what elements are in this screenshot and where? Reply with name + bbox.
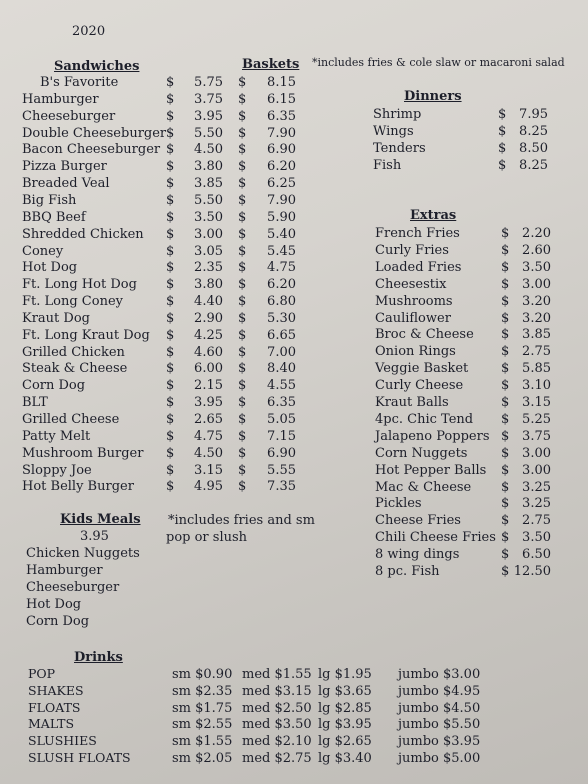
extra-name: Onion Rings [375,344,456,360]
sandwich-name: B's Favorite [40,75,119,90]
basket-price: 6.90 [267,445,296,461]
dinner-name: Shrimp [373,107,422,122]
extra-price: 3.85 [522,327,551,343]
basket-price: 4.55 [267,378,296,394]
currency-sign: $ [166,395,175,411]
kids-meal-item: Hamburger [26,563,103,578]
extra-name: Mac & Cheese [375,479,472,495]
drink-med-price: med $3.50 [242,717,312,733]
currency-sign: $ [166,327,175,343]
currency-sign: $ [501,462,510,478]
sandwich-price: 3.15 [194,462,223,478]
kids-meals-note-line2: pop or slush [166,530,248,545]
currency-sign: $ [501,411,510,427]
drink-lg-price: lg $3.65 [318,683,372,699]
basket-price: 6.15 [267,91,296,107]
sandwich-name: Hamburger [22,91,99,107]
extra-name: Veggie Basket [375,361,469,377]
basket-price: 7.15 [267,428,296,444]
sandwich-name: Steak & Cheese [22,361,128,377]
currency-sign: $ [501,259,510,275]
extra-name: Broc & Cheese [375,327,474,343]
basket-price: 5.05 [267,412,296,427]
baskets-heading: Baskets [242,57,300,72]
currency-sign: $ [166,277,175,293]
kids-meals-price: 3.95 [80,529,109,544]
currency-sign: $ [166,479,175,495]
sandwich-price: 3.85 [194,176,223,192]
extra-name: Curly Cheese [375,378,464,394]
extra-name: 8 wing dings [375,547,460,563]
drink-sm-price: sm $2.05 [172,751,233,766]
extra-name: Pickles [375,496,422,512]
currency-sign: $ [238,108,247,124]
dinner-price: 8.50 [519,141,548,156]
extra-price: 12.50 [513,564,551,579]
basket-price: 7.90 [267,192,296,208]
currency-sign: $ [238,75,247,90]
currency-sign: $ [166,310,175,326]
basket-price: 4.75 [267,260,296,276]
basket-price: 5.90 [267,209,296,225]
basket-price: 6.90 [267,142,296,158]
sandwich-name: Bacon Cheeseburger [22,142,161,158]
basket-price: 5.40 [267,226,296,242]
sandwich-name: Sloppy Joe [22,462,92,478]
currency-sign: $ [501,276,510,292]
drink-jumbo-price: jumbo $4.50 [398,700,481,716]
drink-sm-price: sm $2.55 [172,717,233,733]
sandwich-name: Coney [22,243,64,259]
sandwich-name: Cheeseburger [22,108,116,124]
currency-sign: $ [238,243,247,259]
extra-price: 2.75 [522,344,551,360]
currency-sign: $ [501,513,510,529]
currency-sign: $ [501,547,510,563]
sandwich-price: 2.90 [194,310,223,326]
extra-price: 3.20 [522,293,551,309]
currency-sign: $ [166,445,175,461]
sandwich-name: Double Cheeseburger [22,125,167,141]
extra-price: 2.20 [522,226,551,241]
sandwich-price: 3.80 [194,159,223,175]
currency-sign: $ [238,125,247,141]
extra-name: Loaded Fries [375,259,462,275]
sandwich-price: 4.60 [194,344,223,360]
sandwich-name: Ft. Long Hot Dog [22,277,137,293]
currency-sign: $ [166,462,175,478]
dinners-heading: Dinners [404,89,462,104]
currency-sign: $ [166,176,175,192]
sandwiches-heading: Sandwiches [54,59,140,74]
currency-sign: $ [238,412,247,427]
extra-price: 3.15 [522,395,551,410]
drink-jumbo-price: jumbo $4.95 [398,683,481,699]
sandwich-name: Big Fish [22,192,77,208]
sandwich-name: Mushroom Burger [22,445,144,461]
currency-sign: $ [238,395,247,411]
extra-name: Chili Cheese Fries [375,530,496,546]
currency-sign: $ [501,530,510,546]
sandwich-price: 3.05 [194,243,223,259]
currency-sign: $ [501,226,510,241]
currency-sign: $ [238,327,247,343]
sandwich-price: 4.50 [194,445,223,461]
sandwich-name: BLT [22,395,48,411]
sandwich-price: 4.95 [194,479,223,495]
currency-sign: $ [238,361,247,377]
currency-sign: $ [238,294,247,310]
currency-sign: $ [166,344,175,360]
currency-sign: $ [238,462,247,478]
sandwich-price: 3.80 [194,277,223,293]
currency-sign: $ [501,445,510,461]
basket-price: 7.90 [267,125,296,141]
drinks-heading: Drinks [74,650,123,665]
extra-name: Hot Pepper Balls [375,462,487,478]
basket-price: 6.65 [267,327,296,343]
currency-sign: $ [238,226,247,242]
currency-sign: $ [498,124,507,139]
extra-name: Kraut Balls [375,395,449,410]
currency-sign: $ [238,445,247,461]
currency-sign: $ [166,209,175,225]
dinner-name: Tenders [373,141,426,156]
currency-sign: $ [238,277,247,293]
dinner-name: Wings [373,124,414,139]
currency-sign: $ [501,344,510,360]
basket-price: 5.55 [267,462,296,478]
sandwich-price: 3.50 [194,209,223,225]
sandwich-name: Grilled Cheese [22,412,120,427]
sandwich-name: Patty Melt [22,428,91,444]
sandwich-name: Breaded Veal [22,176,110,192]
currency-sign: $ [501,395,510,410]
sandwich-price: 4.50 [194,142,223,158]
basket-price: 6.35 [267,108,296,124]
drink-jumbo-price: jumbo $5.00 [398,751,481,766]
extra-price: 3.50 [522,259,551,275]
currency-sign: $ [498,141,507,156]
sandwich-price: 4.40 [194,294,223,310]
currency-sign: $ [501,310,510,326]
currency-sign: $ [166,378,175,394]
sandwich-price: 3.95 [194,395,223,411]
currency-sign: $ [166,75,175,90]
extra-price: 3.10 [522,378,551,394]
currency-sign: $ [238,260,247,276]
extra-price: 3.25 [522,496,551,512]
currency-sign: $ [238,209,247,225]
sandwich-price: 4.25 [194,327,223,343]
extra-price: 3.25 [522,479,551,495]
currency-sign: $ [166,260,175,276]
drink-name: POP [28,666,56,681]
currency-sign: $ [166,159,175,175]
drink-med-price: med $2.10 [242,734,312,750]
basket-price: 7.35 [267,479,296,495]
kids-meals-heading: Kids Meals [60,512,141,527]
extra-price: 3.00 [522,462,551,478]
kids-meal-item: Hot Dog [26,597,82,612]
sandwich-name: Hot Belly Burger [22,479,134,495]
drink-jumbo-price: jumbo $3.95 [398,734,481,750]
sandwich-name: Pizza Burger [22,159,107,175]
currency-sign: $ [166,412,175,427]
basket-price: 5.45 [267,243,296,259]
drink-sm-price: sm $2.35 [172,683,233,699]
sandwich-name: Ft. Long Kraut Dog [22,327,150,343]
currency-sign: $ [501,378,510,394]
sandwich-name: Kraut Dog [22,310,90,326]
currency-sign: $ [166,243,175,259]
drink-lg-price: lg $3.95 [318,717,372,733]
year-label: 2020 [72,24,106,39]
drink-med-price: med $3.15 [242,683,312,699]
sandwich-price: 3.00 [194,226,223,242]
basket-price: 7.00 [267,344,296,360]
sandwich-price: 3.75 [194,91,223,107]
extra-name: 8 pc. Fish [375,564,440,579]
currency-sign: $ [501,496,510,512]
drink-med-price: med $1.55 [242,667,312,682]
drink-name: SHAKES [28,682,84,698]
baskets-note: *includes fries & cole slaw or macaroni salad [312,56,565,69]
extra-price: 2.60 [522,242,551,258]
extra-price: 3.20 [522,310,551,326]
sandwich-name: Grilled Chicken [22,344,125,360]
currency-sign: $ [501,479,510,495]
dinner-price: 8.25 [519,158,548,173]
extra-name: Corn Nuggets [375,445,468,461]
drink-med-price: med $2.50 [242,700,312,716]
dinner-price: 8.25 [519,124,548,139]
extra-name: Mushrooms [375,293,453,309]
currency-sign: $ [238,159,247,175]
sandwich-name: Corn Dog [22,378,86,394]
basket-price: 6.25 [267,176,296,192]
currency-sign: $ [238,378,247,394]
drink-sm-price: sm $0.90 [172,667,233,682]
extra-price: 6.50 [522,547,551,563]
sandwich-price: 2.65 [194,412,223,427]
currency-sign: $ [238,142,247,158]
sandwich-name: Shredded Chicken [22,226,144,242]
currency-sign: $ [238,91,247,107]
kids-meal-item: Corn Dog [26,614,90,629]
currency-sign: $ [501,327,510,343]
currency-sign: $ [166,361,175,377]
sandwich-price: 6.00 [194,361,223,377]
extra-price: 3.75 [522,428,551,444]
currency-sign: $ [501,361,510,377]
currency-sign: $ [238,192,247,208]
dinner-name: Fish [373,158,402,173]
basket-price: 6.20 [267,277,296,293]
extra-name: 4pc. Chic Tend [375,411,474,427]
currency-sign: $ [166,192,175,208]
kids-meals-note-line1: *includes fries and sm [168,513,315,528]
drink-lg-price: lg $1.95 [318,667,372,682]
basket-price: 8.40 [267,361,296,377]
extra-name: French Fries [375,226,460,241]
currency-sign: $ [498,107,507,122]
drink-jumbo-price: jumbo $3.00 [398,667,481,682]
currency-sign: $ [501,293,510,309]
currency-sign: $ [166,294,175,310]
drink-med-price: med $2.75 [242,751,312,766]
currency-sign: $ [166,125,175,141]
sandwich-price: 5.50 [194,125,223,141]
sandwich-price: 5.75 [194,75,223,90]
drink-sm-price: sm $1.55 [172,734,233,750]
sandwich-name: BBQ Beef [22,209,86,225]
extra-price: 3.00 [522,445,551,461]
basket-price: 6.20 [267,159,296,175]
sandwich-price: 5.50 [194,192,223,208]
extra-name: Cheesestix [375,276,447,292]
currency-sign: $ [166,91,175,107]
extra-price: 5.85 [522,361,551,377]
kids-meal-item: Chicken Nuggets [26,546,140,561]
drink-jumbo-price: jumbo $5.50 [398,717,481,733]
sandwich-price: 4.75 [194,428,223,444]
extra-name: Jalapeno Poppers [375,428,490,444]
currency-sign: $ [166,142,175,158]
currency-sign: $ [166,226,175,242]
currency-sign: $ [166,428,175,444]
basket-price: 6.80 [267,294,296,310]
drink-lg-price: lg $2.65 [318,734,372,750]
basket-price: 5.30 [267,310,296,326]
drink-name: MALTS [28,716,75,732]
extra-name: Cauliflower [375,310,451,326]
currency-sign: $ [238,428,247,444]
dinner-price: 7.95 [519,107,548,122]
extra-price: 3.50 [522,530,551,546]
currency-sign: $ [501,564,510,579]
currency-sign: $ [238,310,247,326]
drink-lg-price: lg $2.85 [318,700,372,716]
drink-lg-price: lg $3.40 [318,751,372,766]
extras-heading: Extras [410,208,457,223]
currency-sign: $ [501,242,510,258]
currency-sign: $ [238,176,247,192]
drink-name: SLUSH FLOATS [28,750,131,765]
extra-name: Cheese Fries [375,513,461,529]
extra-name: Curly Fries [375,242,449,258]
extra-price: 3.00 [522,276,551,292]
extra-price: 5.25 [522,411,551,427]
basket-price: 6.35 [267,395,296,411]
basket-price: 8.15 [267,75,296,90]
sandwich-price: 2.35 [194,260,223,276]
drink-sm-price: sm $1.75 [172,700,233,716]
extra-price: 2.75 [522,513,551,529]
currency-sign: $ [501,428,510,444]
currency-sign: $ [498,158,507,173]
drink-name: FLOATS [28,699,81,715]
sandwich-price: 2.15 [194,378,223,394]
currency-sign: $ [238,344,247,360]
sandwich-price: 3.95 [194,108,223,124]
currency-sign: $ [166,108,175,124]
sandwich-name: Hot Dog [22,260,78,276]
currency-sign: $ [238,479,247,495]
sandwich-name: Ft. Long Coney [22,294,123,310]
kids-meal-item: Cheeseburger [26,580,120,595]
drink-name: SLUSHIES [28,733,97,749]
